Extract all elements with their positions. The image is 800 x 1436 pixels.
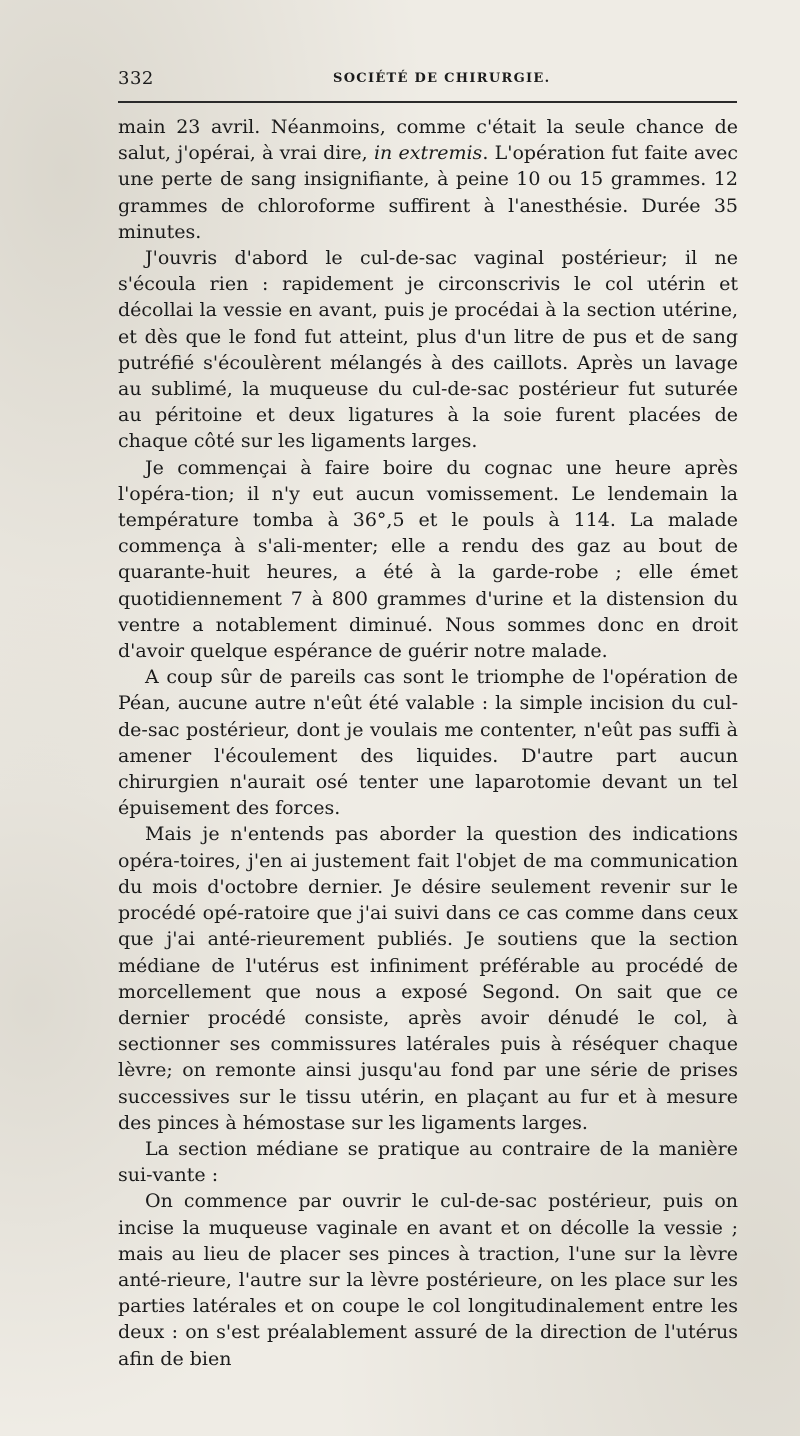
paragraph-5: Mais je n'entends pas aborder la question des indications opéra-toires, j'en ai justement fait l'objet de ma communication du mois d'octobre dernier. Je désire seulement revenir sur le procédé opé-ratoire que j'ai suivi dans ce cas comme dans ceux que j'ai anté-rieurement publiés. Je soutiens que la section médiane de l'utérus est infiniment préférable au procédé de morcellement que nous a exposé Segond. On sait que ce dernier procédé consiste, après avoir dénudé le col, à sectionner ses commissures latérales puis à réséquer chaque lèvre; on remonte ainsi jusqu'au fond par une série de prises successives sur le tissu utérin, en plaçant au fur et à mesure des pinces à hémostase sur les ligaments larges. [118, 823, 738, 1134]
paragraph-7: On commence par ouvrir le cul-de-sac postérieur, puis on incise la muqueuse vaginale en avant et on décolle la vessie ; mais au lieu de placer ses pinces à traction, l'une sur la lèvre anté-rieure, l'autre sur la lèvre postérieure, on les place sur les parties latérales et on coupe le col longitudinalement entre les deux : on s'est préalablement assuré de la direction de l'utérus afin de bien [118, 1190, 738, 1370]
paragraph-1-before: main 23 avril. Néanmoins, comme c'était la seule chance de salut, j'opérai, à vrai dire, [118, 116, 738, 165]
paragraph-4: A coup sûr de pareils cas sont le triomphe de l'opération de Péan, aucune autre n'eût été valable : la simple incision du cul-de-sac postérieur, dont je voulais me contenter, n'eût pas suffi à amener l'écoulement des liquides. D'autre part aucun chirurgien n'aurait osé tenter une laparotomie devant un tel épuisement des forces. [118, 666, 738, 820]
page-header [118, 68, 738, 100]
page-number: 332 [118, 68, 154, 89]
paragraph-3: Je commençai à faire boire du cognac une heure après l'opéra-tion; il n'y eut aucun vomissement. Le lendemain la température tomba à 36°,5 et le pouls à 114. La malade commença à s'ali-menter; elle a rendu des gaz au bout de quarante-huit heures, a été à la garde-robe ; elle émet quotidiennement 7 à 800 grammes d'urine et la distension du ventre a notablement diminué. Nous sommes donc en droit d'avoir quelque espérance de guérir notre malade. [118, 456, 738, 663]
running-head: SOCIÉTÉ DE CHIRURGIE. [333, 71, 551, 86]
header-rule [118, 101, 737, 103]
paragraph-2: J'ouvris d'abord le cul-de-sac vaginal postérieur; il ne s'écoula rien : rapidement je circonscrivis le col utérin et décollai la vessie en avant, puis je procédai à la section utérine, et dès que le fond fut atteint, plus d'un litre de pus et de sang putréfié s'écoulèrent mélangés à des caillots. Après un lavage au sublimé, la muqueuse du cul-de-sac postérieur fut suturée au péritoine et deux ligatures à la soie furent placées de chaque côté sur les ligaments larges. [118, 247, 738, 453]
paragraph-1-after: . L'opération fut faite avec une perte de sang insignifiante, à peine 10 ou 15 grammes. 12 grammes de chloroforme suffirent à l'anesthésie. Durée 35 minutes. [118, 142, 739, 243]
paragraph-1-emphasis: in extremis [373, 142, 483, 165]
paragraph-1 [118, 114, 738, 245]
body-text [118, 114, 738, 1372]
paragraph-6: La section médiane se pratique au contraire de la manière sui-vante : [118, 1137, 738, 1187]
